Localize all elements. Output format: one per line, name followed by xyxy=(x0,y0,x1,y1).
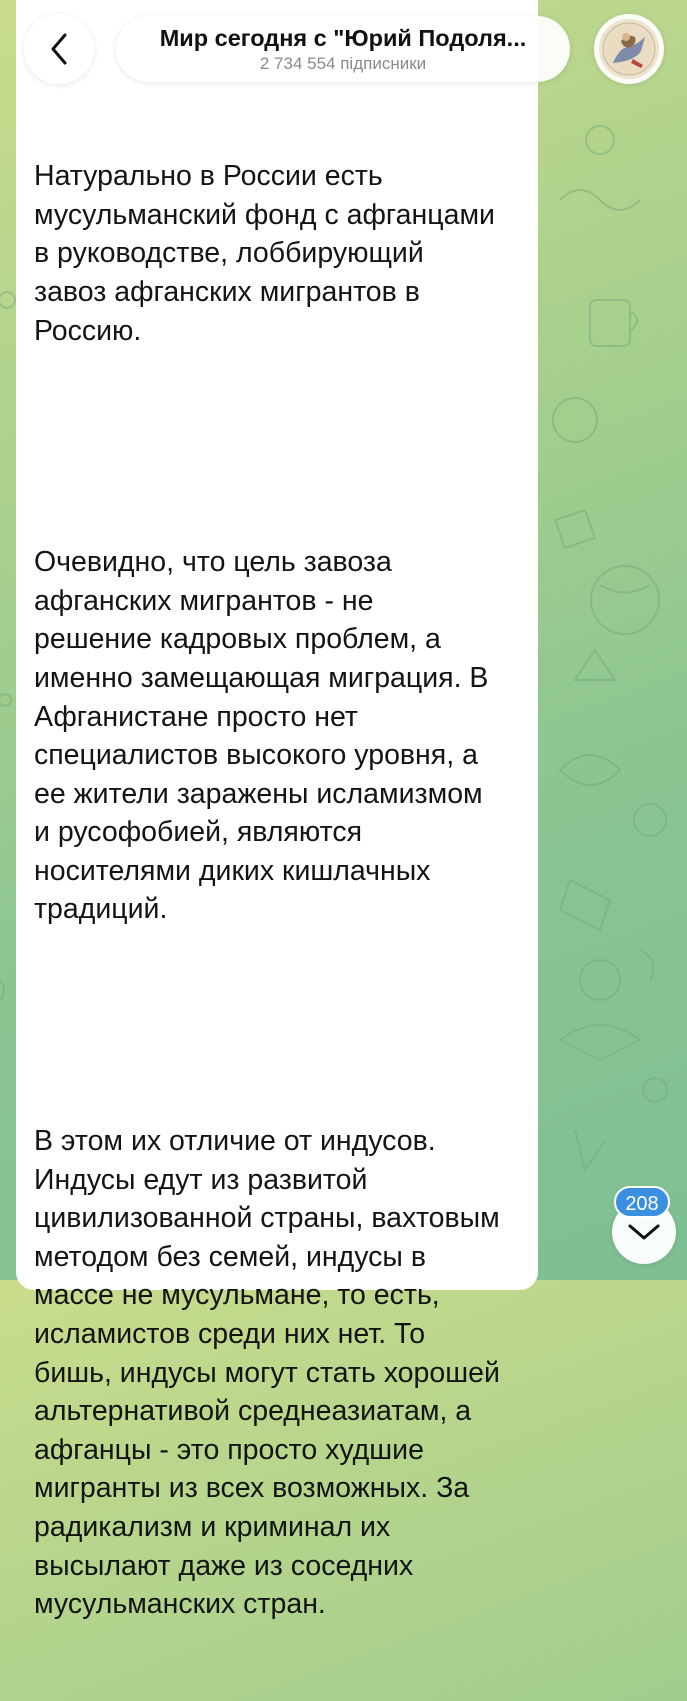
message-line: именно замещающая миграция. В xyxy=(34,661,489,694)
message-line: носителями диких кишлачных xyxy=(34,854,431,887)
subscriber-count: 2 734 554 підписники xyxy=(259,54,427,73)
message-line: в руководстве, лоббирующий xyxy=(34,237,424,270)
channel-avatar-image xyxy=(599,19,659,79)
chevron-left-icon xyxy=(48,32,70,66)
message-line: мусульманских стран. xyxy=(34,1588,326,1621)
chevron-down-icon xyxy=(627,1221,661,1243)
message-line: афганских мигрантов - не xyxy=(34,584,374,617)
message-line: Очевидно, что цель завоза xyxy=(34,546,392,579)
message-line: высылают даже из соседних xyxy=(34,1549,414,1582)
message-line: цивилизованной страны, вахтовым xyxy=(34,1202,500,1235)
paragraph-spacer xyxy=(34,1006,520,1045)
channel-avatar[interactable] xyxy=(594,14,664,84)
message-line: Натурально в России есть xyxy=(34,160,383,193)
back-button[interactable] xyxy=(24,14,94,84)
message-line: Афганистане просто нет xyxy=(34,700,358,733)
message-line: Россию. xyxy=(34,314,142,347)
message-line: ее жители заражены исламизмом xyxy=(34,777,483,810)
message-line: и русофобией, являются xyxy=(34,816,363,849)
channel-title: Мир сегодня с "Юрий Подоля... xyxy=(159,25,527,51)
message-line: завоз афганских мигрантов в xyxy=(34,275,420,308)
message-line: афганцы - это просто худшие xyxy=(34,1433,424,1466)
message-line: традиций. xyxy=(34,893,168,926)
message-paragraph-1 xyxy=(34,157,520,350)
unread-count-badge: 208 xyxy=(614,1186,670,1218)
message-paragraph-3 xyxy=(34,1122,520,1624)
message-bubble[interactable] xyxy=(16,0,538,1621)
message-text xyxy=(34,80,520,1701)
message-line: Индусы едут из развитой xyxy=(34,1163,368,1196)
message-line: бишь, индусы могут стать хорошей xyxy=(34,1356,500,1389)
paragraph-spacer xyxy=(34,427,520,466)
message-line: специалистов высокого уровня, а xyxy=(34,739,478,772)
message-paragraph-2 xyxy=(34,543,520,929)
message-line: радикализм и криминал их xyxy=(34,1510,391,1543)
message-line: В этом их отличие от индусов. xyxy=(34,1125,436,1158)
message-line: мусульманский фонд с афганцами xyxy=(34,198,495,231)
message-line: методом без семей, индусы в xyxy=(34,1240,426,1273)
message-line: мигранты из всех возможных. За xyxy=(34,1472,470,1505)
message-line: решение кадровых проблем, а xyxy=(34,623,441,656)
message-line: массе не мусульмане, то есть, xyxy=(34,1279,440,1312)
message-line: альтернативой среднеазиатам, а xyxy=(34,1395,472,1428)
message-line: исламистов среди них нет. То xyxy=(34,1318,426,1350)
channel-header[interactable] xyxy=(116,16,570,82)
